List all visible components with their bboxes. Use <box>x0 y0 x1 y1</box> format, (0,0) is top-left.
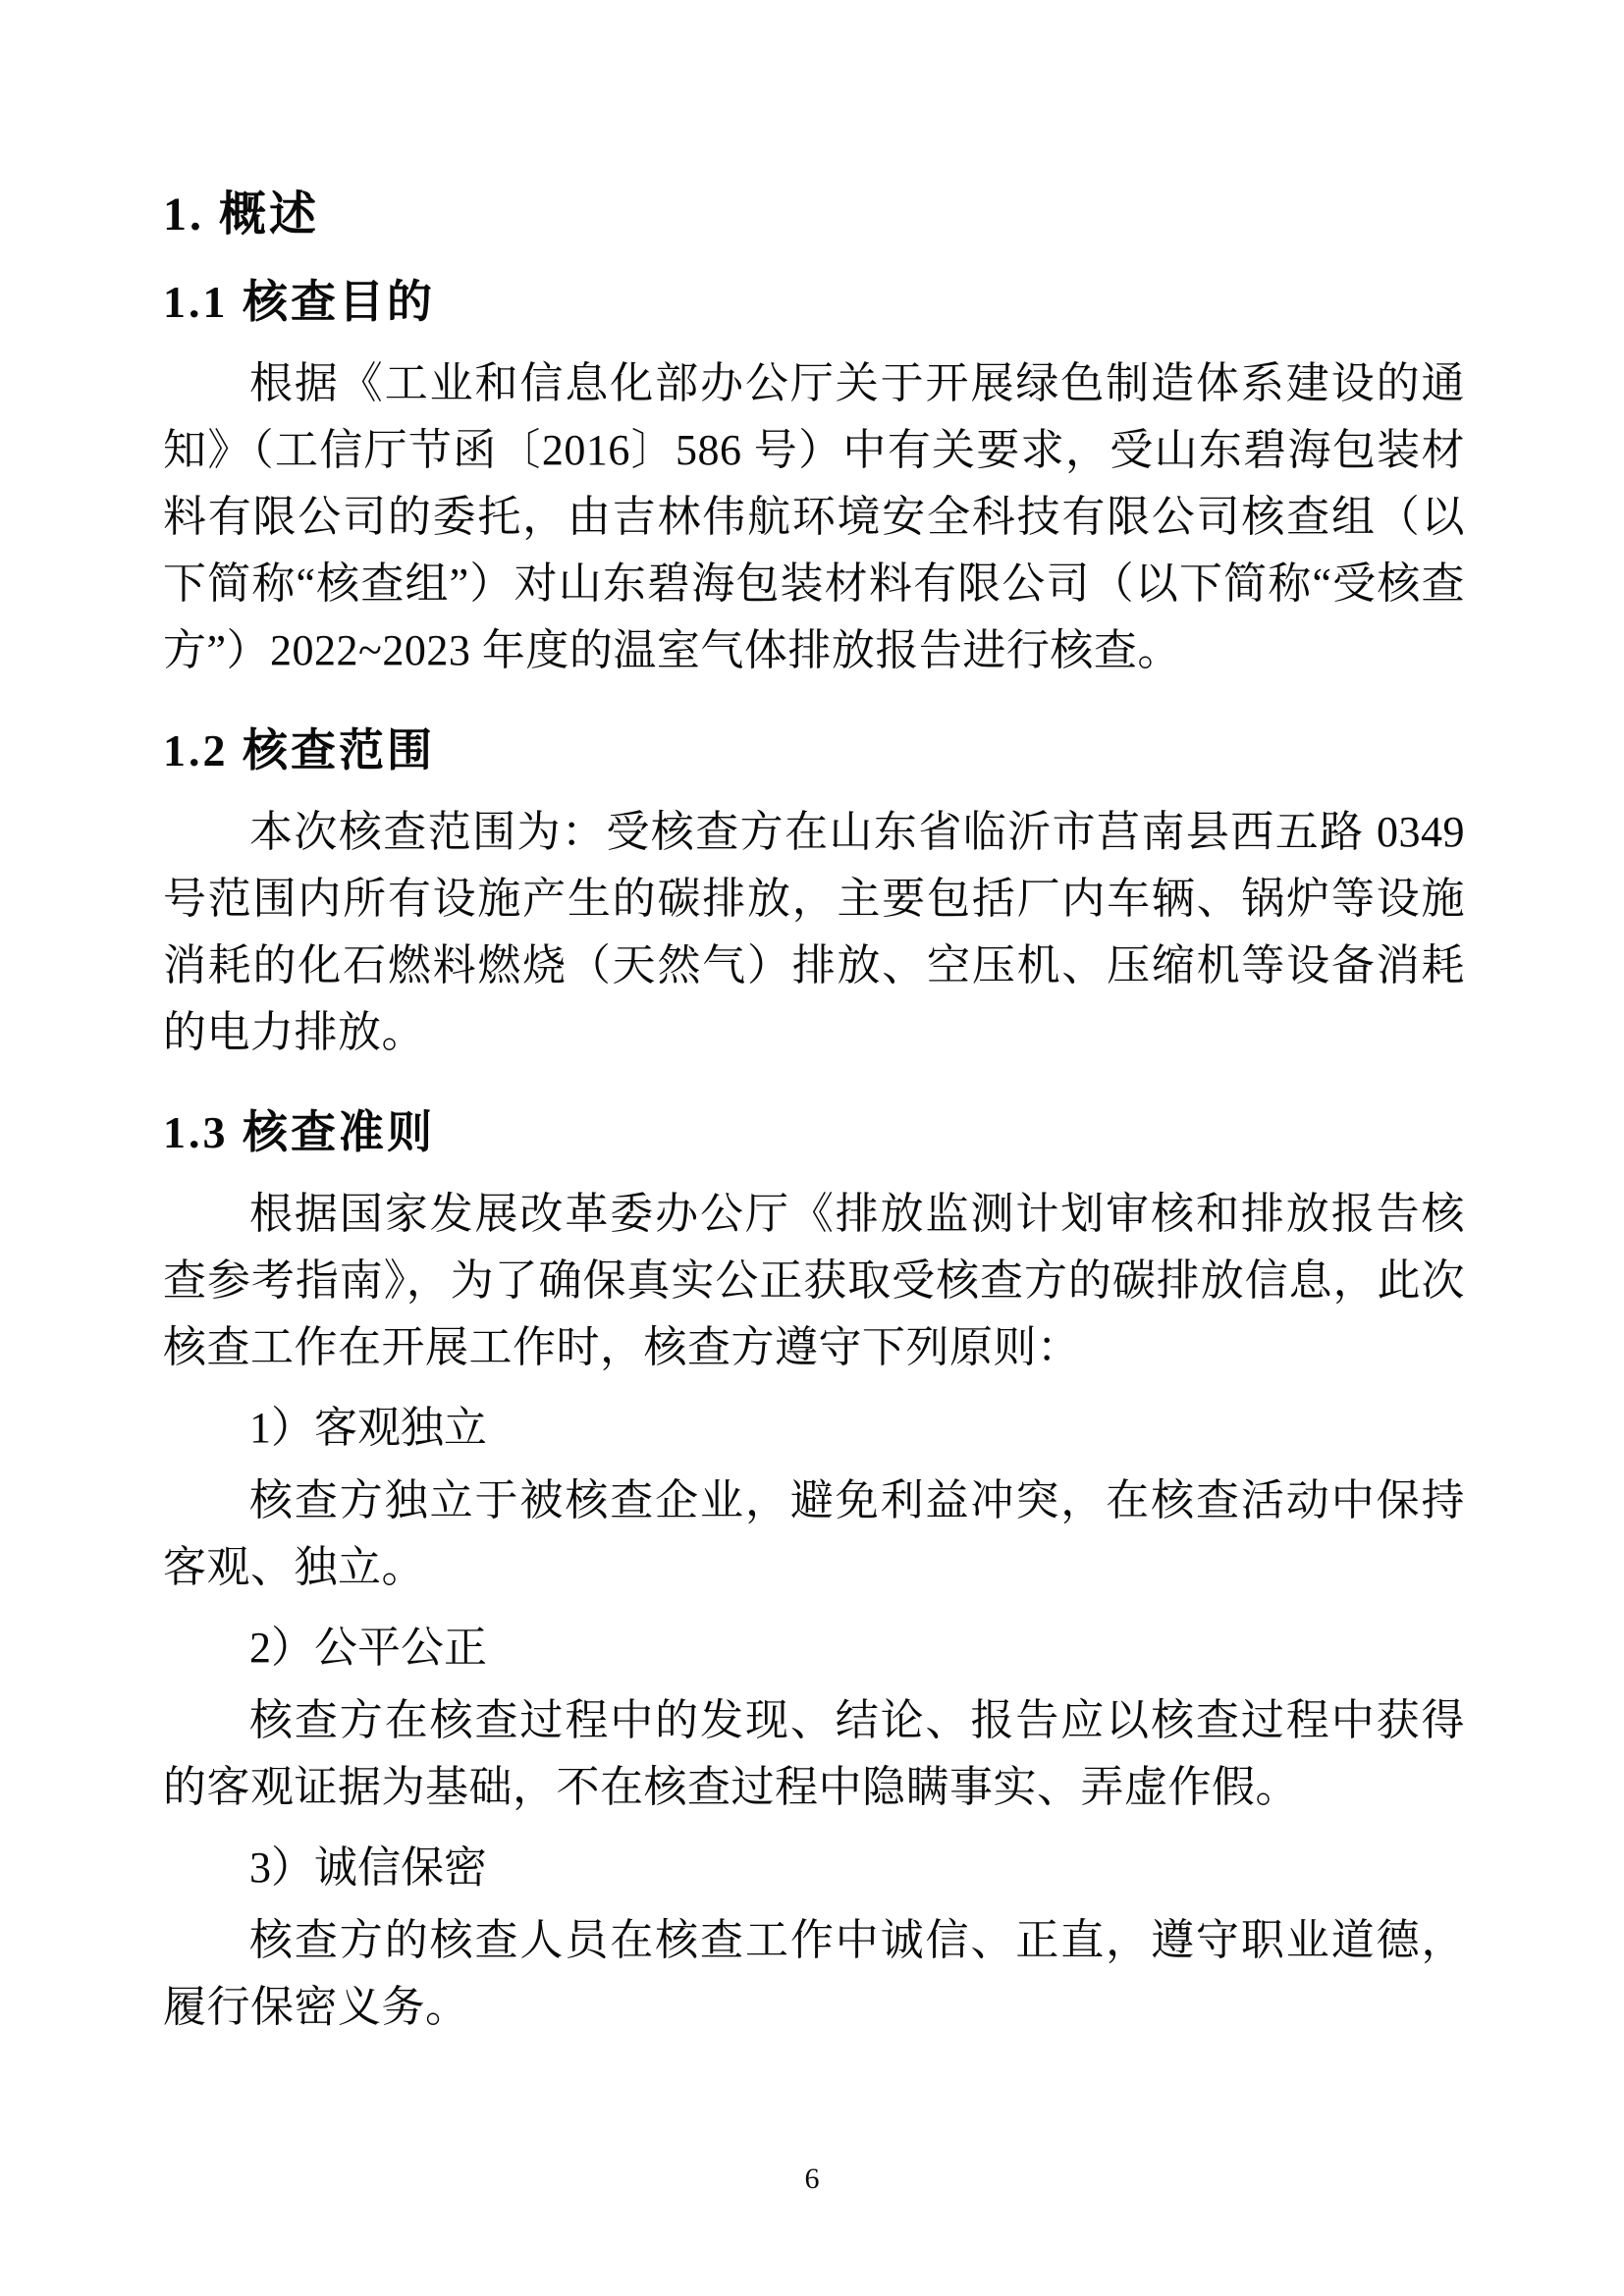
section-1-3-heading: 1.3 核查准则 <box>163 1107 435 1157</box>
section-1-1-heading: 1.1 核查目的 <box>163 277 435 327</box>
principle-2-body: 核查方在核查过程中的发现、结论、报告应以核查过程中获得的客观证据为基础，不在核查过程中隐瞒事实、弄虚作假。 <box>163 1696 1465 1811</box>
principle-3-label: 3）诚信保密 <box>249 1843 487 1892</box>
principle-2-label: 2）公平公正 <box>249 1624 487 1672</box>
document-content <box>163 187 1465 2041</box>
section-1-2-paragraph: 本次核查范围为：受核查方在山东省临沂市莒南县西五路 0349 号范围内所有设施产生的碳排放，主要包括厂内车辆、锅炉等设施消耗的化石燃料燃烧（天然气）排放、空压机、压缩机等设备消耗的电力排放。 <box>163 808 1465 1056</box>
principle-1-body: 核查方独立于被核查企业，避免利益冲突，在核查活动中保持客观、独立。 <box>163 1476 1465 1591</box>
section-1-1-paragraph: 根据《工业和信息化部办公厅关于开展绿色制造体系建设的通知》（工信厅节函〔2016〕586 号）中有关要求，受山东碧海包装材料有限公司的委托，由吉林伟航环境安全科技有限公司核查组（以下简称“核查组”）对山东碧海包装材料有限公司（以下简称“受核查方”）2022~2023 年度的温室气体排放报告进行核查。 <box>163 359 1465 674</box>
chapter-heading: 1. 概述 <box>163 188 320 240</box>
page-number: 6 <box>804 2163 820 2195</box>
section-1-3-intro-paragraph: 根据国家发展改革委办公厅《排放监测计划审核和排放报告核查参考指南》，为了确保真实公正获取受核查方的碳排放信息，此次核查工作在开展工作时，核查方遵守下列原则： <box>163 1190 1465 1371</box>
section-1-2-heading: 1.2 核查范围 <box>163 725 435 775</box>
principle-3-body: 核查方的核查人员在核查工作中诚信、正直，遵守职业道德，履行保密义务。 <box>163 1916 1465 2031</box>
principle-1-label: 1）客观独立 <box>249 1404 487 1452</box>
